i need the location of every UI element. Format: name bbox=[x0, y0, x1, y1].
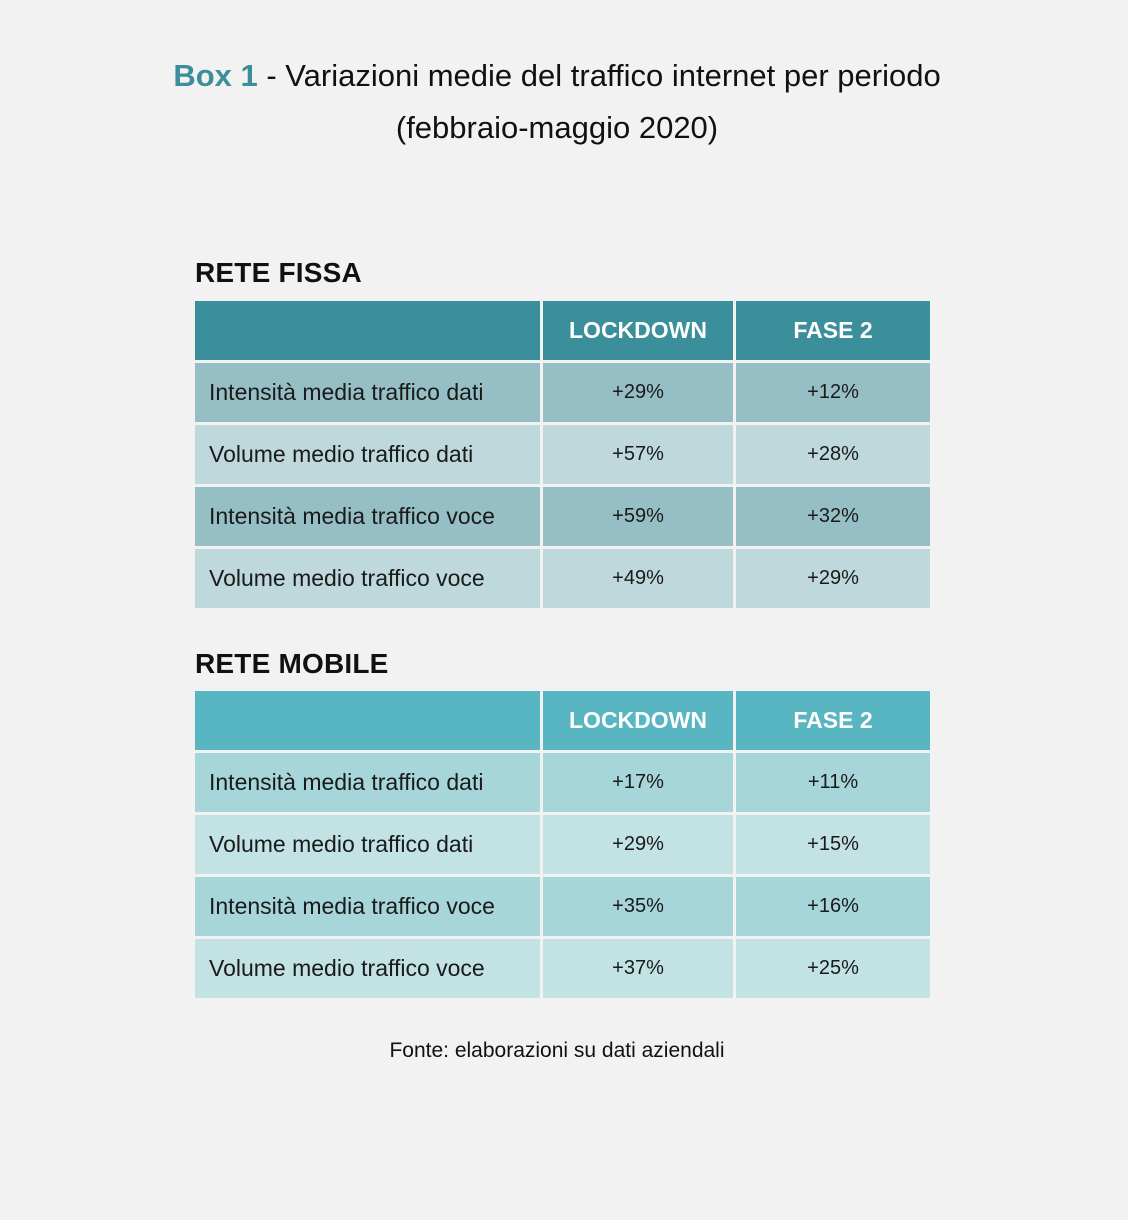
fase2-value: +15% bbox=[736, 815, 930, 874]
header-cell-fase2: FASE 2 bbox=[736, 691, 930, 750]
fase2-value: +11% bbox=[736, 753, 930, 812]
fase2-value: +29% bbox=[736, 549, 930, 608]
lockdown-value: +37% bbox=[543, 939, 733, 998]
lockdown-value: +57% bbox=[543, 425, 733, 484]
table-row bbox=[195, 487, 930, 546]
header-cell-lockdown: LOCKDOWN bbox=[543, 691, 733, 750]
source-note: Fonte: elaborazioni su dati aziendali bbox=[389, 1039, 725, 1062]
fase2-value: +32% bbox=[736, 487, 930, 546]
row-label: Intensità media traffico voce bbox=[195, 877, 540, 936]
table-row bbox=[195, 425, 930, 484]
table-row bbox=[195, 753, 930, 812]
box-label: Box 1 bbox=[173, 58, 258, 93]
lockdown-value: +29% bbox=[543, 815, 733, 874]
header-cell-lockdown: LOCKDOWN bbox=[543, 301, 733, 360]
title-line-2: (febbraio-maggio 2020) bbox=[395, 110, 719, 145]
table-row bbox=[195, 815, 930, 874]
rete-mobile-table bbox=[192, 688, 933, 1001]
fase2-value: +25% bbox=[736, 939, 930, 998]
row-label: Intensità media traffico dati bbox=[195, 363, 540, 422]
table-header-row bbox=[195, 301, 930, 360]
row-label: Intensità media traffico voce bbox=[195, 487, 540, 546]
lockdown-value: +29% bbox=[543, 363, 733, 422]
rete-fissa-heading: RETE FISSA bbox=[195, 257, 362, 288]
title-main-text: Variazioni medie del traffico internet per periodo bbox=[285, 58, 941, 93]
table-row bbox=[195, 877, 930, 936]
row-label: Intensità media traffico dati bbox=[195, 753, 540, 812]
table-row bbox=[195, 363, 930, 422]
header-cell-empty bbox=[195, 301, 540, 360]
lockdown-value: +49% bbox=[543, 549, 733, 608]
header-cell-fase2: FASE 2 bbox=[736, 301, 930, 360]
page-title bbox=[0, 50, 1114, 154]
header-cell-empty bbox=[195, 691, 540, 750]
row-label: Volume medio traffico voce bbox=[195, 549, 540, 608]
fase2-value: +12% bbox=[736, 363, 930, 422]
title-line-1 bbox=[0, 50, 1114, 102]
rete-fissa-table bbox=[192, 298, 933, 611]
row-label: Volume medio traffico dati bbox=[195, 425, 540, 484]
title-separator: - bbox=[257, 58, 286, 93]
lockdown-value: +17% bbox=[543, 753, 733, 812]
rete-mobile-heading: RETE MOBILE bbox=[195, 648, 389, 679]
row-label: Volume medio traffico dati bbox=[195, 815, 540, 874]
lockdown-value: +35% bbox=[543, 877, 733, 936]
lockdown-value: +59% bbox=[543, 487, 733, 546]
table-row bbox=[195, 939, 930, 998]
fase2-value: +28% bbox=[736, 425, 930, 484]
table-row bbox=[195, 549, 930, 608]
row-label: Volume medio traffico voce bbox=[195, 939, 540, 998]
table-header-row bbox=[195, 691, 930, 750]
fase2-value: +16% bbox=[736, 877, 930, 936]
